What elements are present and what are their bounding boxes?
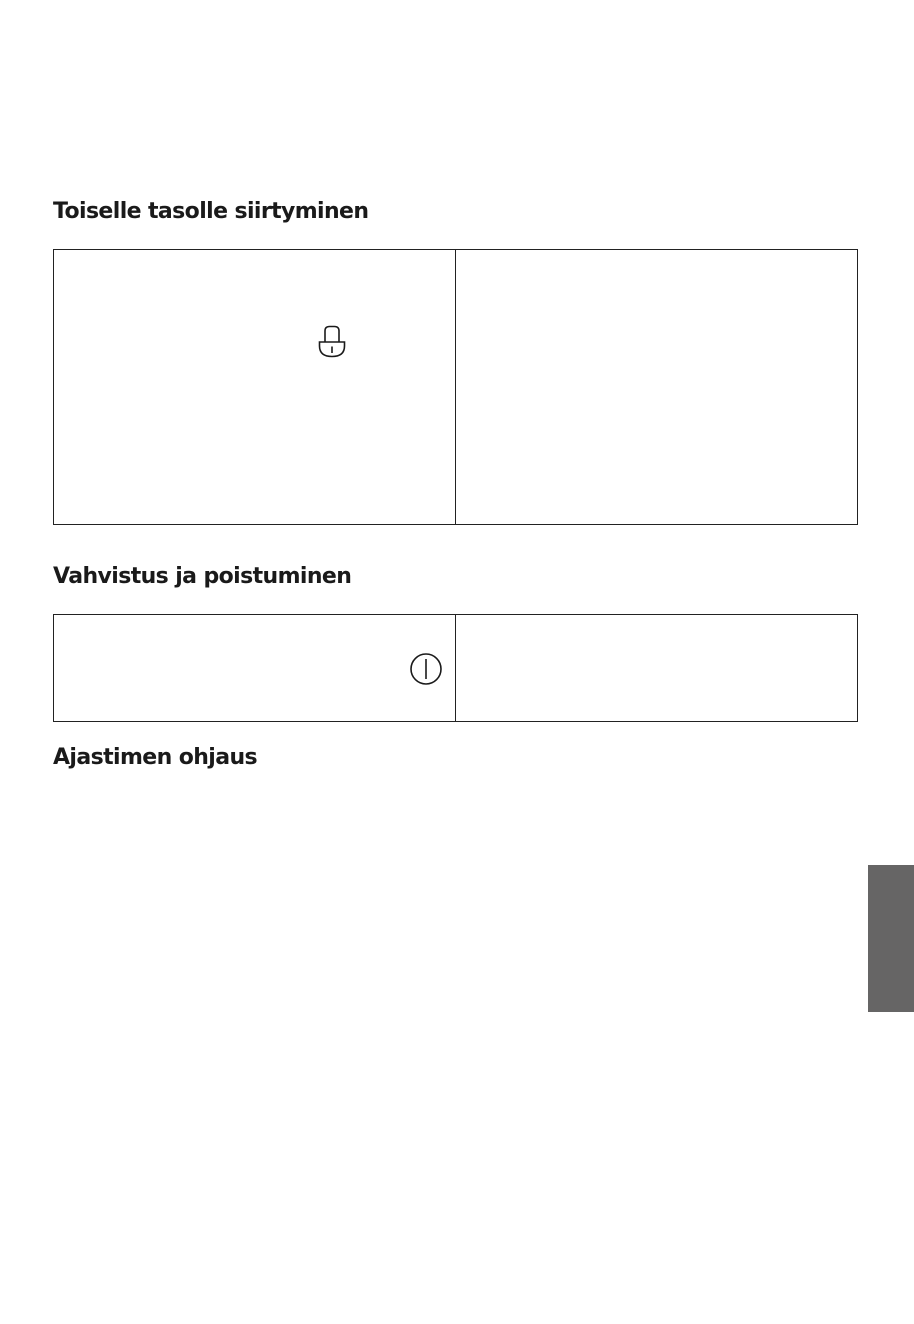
level-change-table [53, 249, 858, 525]
confirm-exit-table [53, 614, 858, 722]
confirm-exit-description-cell [456, 615, 858, 721]
level-change-description-cell [456, 250, 858, 524]
section-title-confirm-exit: Vahvistus ja poistuminen [53, 564, 352, 589]
confirm-exit-icon-cell [54, 615, 456, 721]
section-title-timer-control: Ajastimen ohjaus [53, 745, 258, 770]
lock-icon [316, 325, 348, 361]
side-tab-marker [868, 865, 914, 1012]
level-change-icon-cell [54, 250, 456, 524]
power-icon [409, 652, 443, 686]
section-title-level-change: Toiselle tasolle siirtyminen [53, 199, 369, 224]
